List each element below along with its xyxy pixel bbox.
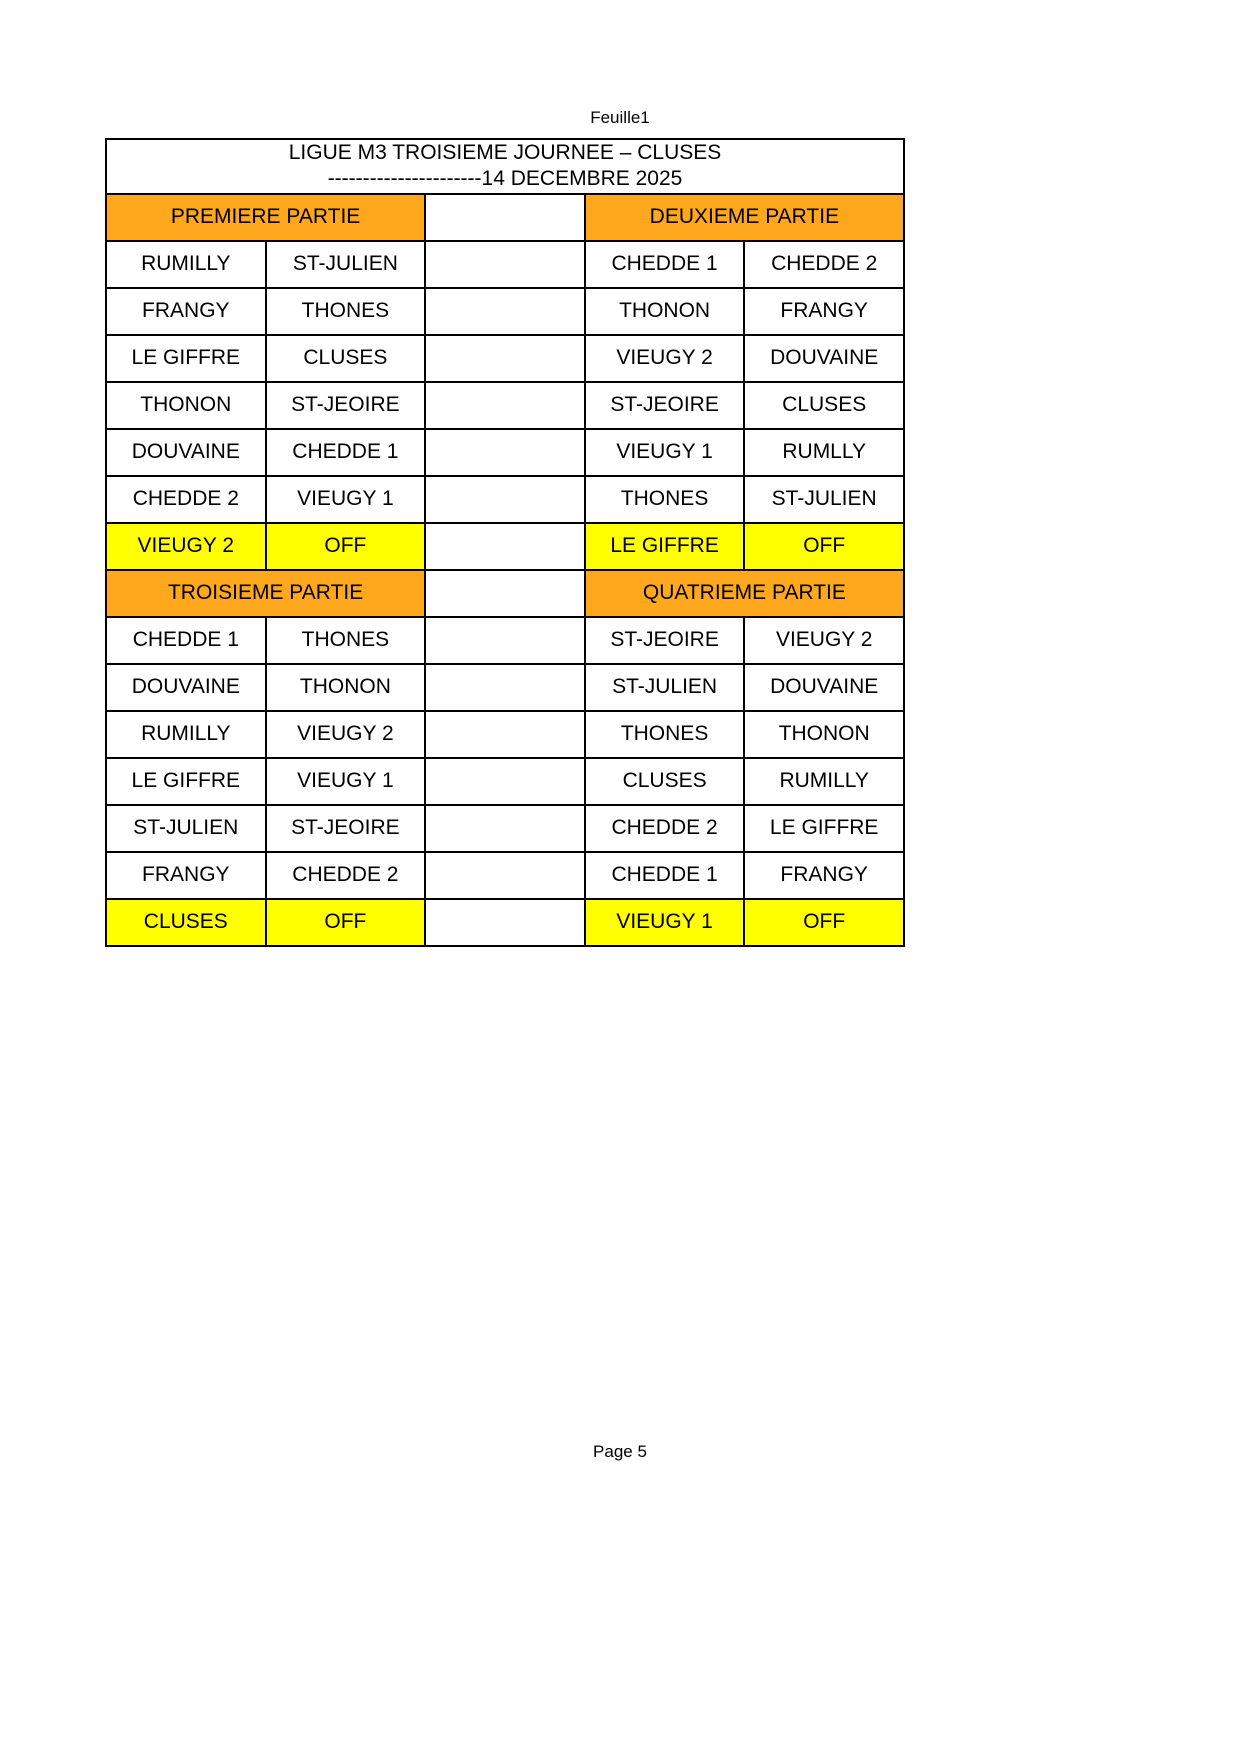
match-team-off: CLUSES [106,899,266,946]
match-team: THONES [585,476,745,523]
page-number-label: Page 5 [593,1442,647,1461]
match-team: DOUVAINE [744,335,904,382]
table-row [106,382,904,429]
table-row [106,711,904,758]
page-title [106,139,904,194]
table-row-off [106,899,904,946]
spacer-cell [425,758,585,805]
spacer-cell [425,570,585,617]
match-team-off: VIEUGY 1 [585,899,745,946]
match-team: LE GIFFRE [106,758,266,805]
spacer-cell [425,523,585,570]
match-team: THONON [106,382,266,429]
match-team: CLUSES [266,335,426,382]
spacer-cell [425,194,585,241]
match-team: DOUVAINE [744,664,904,711]
match-team: ST-JEOIRE [585,617,745,664]
table-row [106,241,904,288]
match-team: CHEDDE 1 [106,617,266,664]
spacer-cell [425,288,585,335]
match-team: VIEUGY 2 [744,617,904,664]
match-team: VIEUGY 2 [585,335,745,382]
table-row [106,429,904,476]
match-team: RUMILLY [106,241,266,288]
spacer-cell [425,805,585,852]
title-row [106,139,904,194]
match-team: RUMILLY [106,711,266,758]
match-team-off: VIEUGY 2 [106,523,266,570]
off-label: OFF [744,899,904,946]
table-row [106,758,904,805]
match-team: ST-JULIEN [106,805,266,852]
table-row [106,335,904,382]
match-team-off: LE GIFFRE [585,523,745,570]
match-team: CHEDDE 1 [585,241,745,288]
match-team: CHEDDE 2 [585,805,745,852]
match-team: CLUSES [585,758,745,805]
match-team: THONES [266,617,426,664]
match-team: RUMILLY [744,758,904,805]
match-team: DOUVAINE [106,429,266,476]
match-team: VIEUGY 2 [266,711,426,758]
match-team: LE GIFFRE [106,335,266,382]
match-team: FRANGY [106,852,266,899]
off-label: OFF [266,899,426,946]
spacer-cell [425,335,585,382]
match-team: ST-JEOIRE [585,382,745,429]
match-team: ST-JEOIRE [266,805,426,852]
section-header-deuxieme: DEUXIEME PARTIE [585,194,904,241]
match-team: THONON [744,711,904,758]
match-team: VIEUGY 1 [266,476,426,523]
spacer-cell [425,429,585,476]
match-team: VIEUGY 1 [266,758,426,805]
title-line-1: LIGUE M3 TROISIEME JOURNEE – CLUSES [288,141,722,164]
match-team: CHEDDE 1 [266,429,426,476]
spacer-cell [425,664,585,711]
match-team: FRANGY [744,852,904,899]
match-team: ST-JULIEN [744,476,904,523]
match-team: RUMLLY [744,429,904,476]
match-team: FRANGY [106,288,266,335]
spacer-cell [425,711,585,758]
table-row [106,852,904,899]
section-header-troisieme: TROISIEME PARTIE [106,570,425,617]
section-header-row-2 [106,570,904,617]
schedule-table [105,138,905,947]
section-header-premiere: PREMIERE PARTIE [106,194,425,241]
spacer-cell [425,476,585,523]
spacer-cell [425,617,585,664]
match-team: CHEDDE 2 [266,852,426,899]
match-team: THONON [585,288,745,335]
table-row [106,476,904,523]
table-row [106,617,904,664]
table-row [106,664,904,711]
table-row-off [106,523,904,570]
section-header-quatrieme: QUATRIEME PARTIE [585,570,904,617]
match-team: THONES [585,711,745,758]
off-label: OFF [744,523,904,570]
match-team: LE GIFFRE [744,805,904,852]
match-team: ST-JULIEN [266,241,426,288]
match-team: FRANGY [744,288,904,335]
match-team: CHEDDE 1 [585,852,745,899]
spacer-cell [425,899,585,946]
match-team: CLUSES [744,382,904,429]
match-team: THONES [266,288,426,335]
table-row [106,805,904,852]
match-team: ST-JEOIRE [266,382,426,429]
match-team: DOUVAINE [106,664,266,711]
match-team: VIEUGY 1 [585,429,745,476]
spacer-cell [425,852,585,899]
match-team: CHEDDE 2 [744,241,904,288]
schedule-sheet [105,138,905,947]
spacer-cell [425,241,585,288]
match-team: ST-JULIEN [585,664,745,711]
table-row [106,288,904,335]
sheet-label: Feuille1 [590,108,650,127]
match-team: THONON [266,664,426,711]
title-line-2: ----------------------14 DECEMBRE 2025 [327,167,683,191]
spacer-cell [425,382,585,429]
off-label: OFF [266,523,426,570]
match-team: CHEDDE 2 [106,476,266,523]
section-header-row-1 [106,194,904,241]
